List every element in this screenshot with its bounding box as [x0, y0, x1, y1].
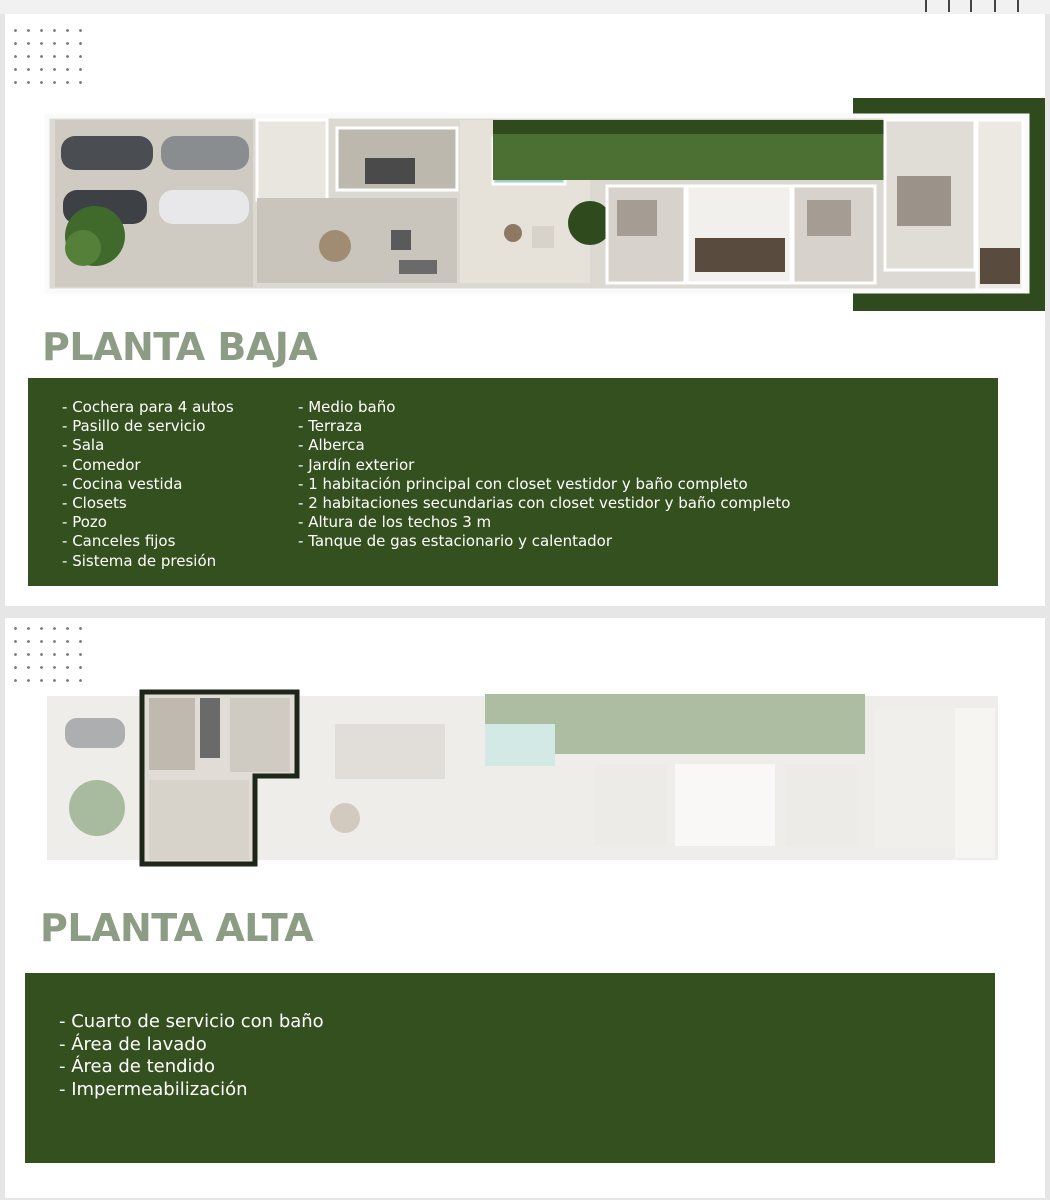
divider	[970, 0, 972, 12]
list-item: - Área de tendido	[59, 1056, 324, 1079]
list-item: - 2 habitaciones secundarias con closet vestidor y baño completo	[298, 494, 790, 513]
floor-plan-ground	[35, 98, 1045, 311]
list-item: - Área de lavado	[59, 1034, 324, 1057]
planta-baja-page	[5, 14, 1045, 606]
list-item: - Pozo	[62, 513, 234, 532]
list-item: - 1 habitación principal con closet vestidor y baño completo	[298, 475, 790, 494]
planta-alta-features	[25, 973, 995, 1163]
bed-icon	[807, 200, 851, 236]
list-item: - Impermeabilización	[59, 1079, 324, 1102]
bed-icon	[617, 200, 657, 236]
decorative-dots	[9, 622, 89, 682]
planta-baja-features	[28, 378, 998, 586]
section-title-planta-alta: PLANTA ALTA	[40, 906, 314, 950]
features-list-left	[62, 398, 234, 571]
page-top-strip	[0, 0, 1050, 14]
features-list	[59, 1011, 324, 1101]
list-item: - Comedor	[62, 456, 234, 475]
list-item: - Cocina vestida	[62, 475, 234, 494]
list-item: - Cuarto de servicio con baño	[59, 1011, 324, 1034]
list-item: - Canceles fijos	[62, 532, 234, 551]
list-item: - Alberca	[298, 436, 790, 455]
list-item: - Sistema de presión	[62, 552, 234, 571]
features-list-right	[298, 398, 790, 552]
decorative-dots	[9, 24, 89, 84]
bed-icon	[897, 176, 951, 226]
divider	[925, 0, 927, 12]
list-item: - Tanque de gas estacionario y calentador	[298, 532, 790, 551]
dining-table-icon	[319, 230, 351, 262]
section-title-planta-baja: PLANTA BAJA	[42, 325, 318, 369]
divider	[994, 0, 996, 12]
divider	[1017, 0, 1019, 12]
list-item: - Terraza	[298, 417, 790, 436]
list-item: - Altura de los techos 3 m	[298, 513, 790, 532]
divider	[948, 0, 950, 12]
list-item: - Pasillo de servicio	[62, 417, 234, 436]
list-item: - Closets	[62, 494, 234, 513]
list-item: - Cochera para 4 autos	[62, 398, 234, 417]
planta-alta-page	[5, 618, 1045, 1198]
list-item: - Sala	[62, 436, 234, 455]
list-item: - Medio baño	[298, 398, 790, 417]
list-item: - Jardín exterior	[298, 456, 790, 475]
floor-plan-upper	[45, 688, 1005, 870]
